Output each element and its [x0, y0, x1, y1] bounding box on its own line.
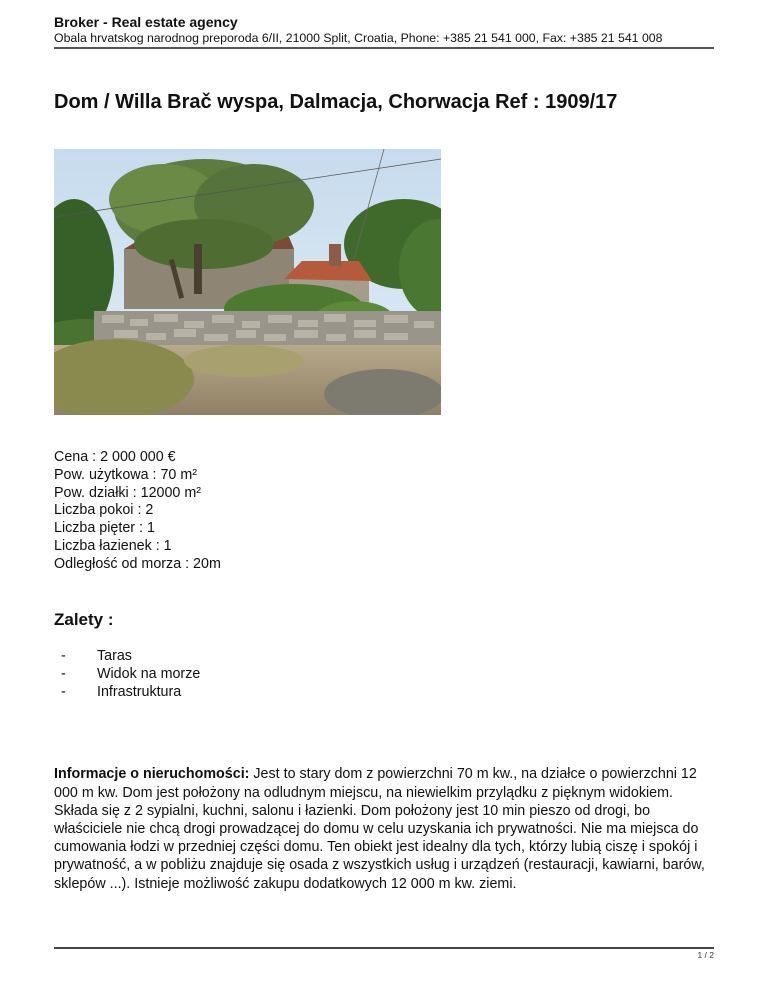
page-number: 1 / 2: [697, 950, 714, 960]
spec-bathrooms: Liczba łazienek : 1: [54, 537, 172, 554]
document-header: [54, 14, 714, 46]
spec-floors: Liczba pięter : 1: [54, 520, 155, 537]
list-item: [54, 666, 200, 684]
advantage-label: Widok na morze: [97, 665, 201, 682]
list-item: [54, 648, 200, 666]
company-address: Obala hrvatskog narodnog preporoda 6/II, 21000 Split, Croatia, Phone: +385 21 541 000, Fax: +385 21 541 008: [54, 31, 663, 45]
spec-sea-distance: Odległość od morza : 20m: [54, 555, 221, 572]
property-photo: [54, 149, 441, 415]
spec-rooms: Liczba pokoi : 2: [54, 502, 154, 519]
bullet-dash: -: [61, 665, 66, 682]
spec-plot-area: Pow. działki : 12000 m²: [54, 484, 202, 501]
bullet-dash: -: [61, 648, 66, 664]
advantage-label: Infrastruktura: [97, 683, 182, 700]
spec-price: Cena : 2 000 000 €: [54, 449, 176, 465]
property-specs: [54, 449, 221, 574]
bullet-dash: -: [61, 683, 66, 700]
company-name: Broker - Real estate agency: [54, 14, 238, 30]
description-label: Informacje o nieruchomości:: [54, 766, 250, 783]
advantages-list: [54, 648, 200, 701]
list-item: [54, 684, 200, 702]
header-divider: [54, 47, 714, 49]
description-text: Jest to stary dom z powierzchni 70 m kw., na działce o powierzchni 12 000 m kw. Dom jest położony na odludnym miejscu, na niewielkim przylądku z pięknym widokiem. Składa się z 2 sypialni, kuchni, salonu i łazienki. Dom położony jest 10 min pieszo od drogi, bo właściciele nie chcą drogi prowadzącej do domu w celu uzyskania ich prywatności. Nie ma miejsca do cumowania łodzi w przedniej części domu. Ten obiekt jest idealny dla tych, którzy lubią ciszę i spokój i prywatność, a w pobliżu znajduje się osada z wszystkich usług i urządzeń (restauracji, kawiarni, barów, sklepów ...). Istnieje możliwość zakupu dodatkowych 12 000 m kw. ziemi.: [54, 766, 705, 892]
footer-divider: [54, 947, 714, 949]
advantages-heading: Zalety :: [54, 610, 114, 629]
spec-usable-area: Pow. użytkowa : 70 m²: [54, 466, 198, 483]
property-description: [54, 765, 718, 892]
listing-title: Dom / Willa Brač wyspa, Dalmacja, Chorwacja Ref : 1909/17: [54, 91, 618, 113]
advantage-label: Taras: [97, 648, 132, 664]
